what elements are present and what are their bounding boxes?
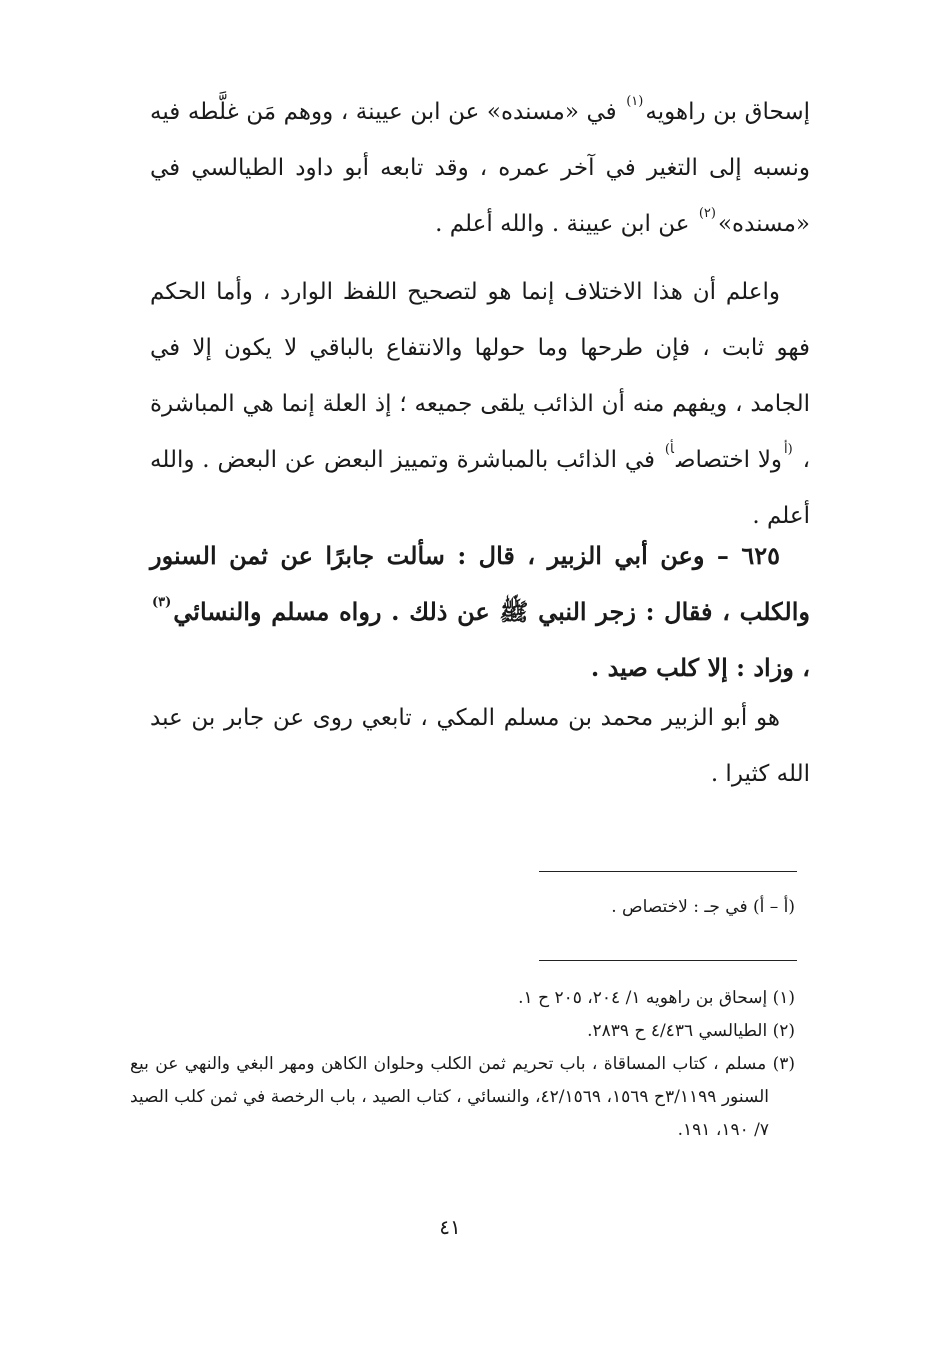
footnote-marker-3[interactable]: (٣) (152, 595, 172, 610)
footnotes (130, 982, 795, 1147)
footnote-2: (٢) الطيالسي ٤/٤٣٦ ح ٢٨٣٩. (587, 1021, 795, 1041)
footnote-marker-1[interactable]: (١) (626, 94, 644, 109)
paragraph-ruling-note (150, 264, 810, 544)
hadith-text: ٦٢٥ – وعن أبي الزبير ، قال : سألت جابرًا عن ثمن السنور والكلب ، فقال : زجر النبي ﷺ عن ذلك . رواه مسلم والنسائي (150, 541, 810, 626)
hadith-text: ، وزاد : إلا كلب صيد . (590, 653, 810, 682)
footnote-3: (٣) مسلم ، كتاب المساقاة ، باب تحريم ثمن الكلب وحلوان الكاهن ومهر البغي والنهي عن بيع السنور ٣/١١٩٩ح ١٥٦٩، ٤٢/١٥٦٩، والنسائي ، كتاب الصيد ، باب الرخصة في ثمن كلب الصيد ٧/ ١٩٠، ١٩١. (130, 1054, 795, 1140)
footnote-1: (١) إسحاق بن راهويه ١/ ٢٠٤، ٢٠٥ ح ١. (518, 988, 795, 1008)
paragraph-text: في الذائب بالمباشرة وتمييز البعض عن البعض . والله أعلم . (150, 447, 810, 529)
paragraph-text: ولا اختصاص (675, 447, 783, 473)
variant-reading-note: (أ – أ) في جـ : لاختصاص . (611, 897, 795, 917)
paragraph-text: عن ابن عيينة . والله أعلم . (435, 211, 697, 237)
footnote-divider-bottom (539, 960, 797, 961)
variant-marker-close: أ) (664, 442, 674, 457)
paragraph-text: إسحاق بن راهويه (645, 99, 810, 125)
paragraph-isnad-note (150, 84, 810, 252)
variant-marker-open: (أ (784, 442, 793, 457)
paragraph-narrator-note (150, 690, 810, 802)
footnote-divider-top (539, 871, 797, 872)
hadith-625 (150, 528, 810, 696)
paragraph-text: هو أبو الزبير محمد بن مسلم المكي ، تابعي روى عن جابر بن عبد الله كثيرا . (150, 705, 810, 787)
paragraph-text: في «مسنده» عن ابن عيينة ، ووهم مَن غلَّطه فيه ونسبه إلى التغير في آخر عمره ، وقد تابعه أبو داود الطيالسي في «مسنده» (150, 99, 810, 237)
page-number: ٤١ (439, 1215, 461, 1239)
paragraph-text: واعلم أن هذا الاختلاف إنما هو لتصحيح اللفظ الوارد ، وأما الحكم فهو ثابت ، فإن طرحها وما حولها والانتفاع بالباقي لا يكون إلا في الجامد ، ويفهم منه أن الذائب يلقى جميعه ؛ إذ العلة إنما هي المباشرة ، (150, 279, 811, 473)
footnote-marker-2[interactable]: (٢) (698, 206, 716, 221)
